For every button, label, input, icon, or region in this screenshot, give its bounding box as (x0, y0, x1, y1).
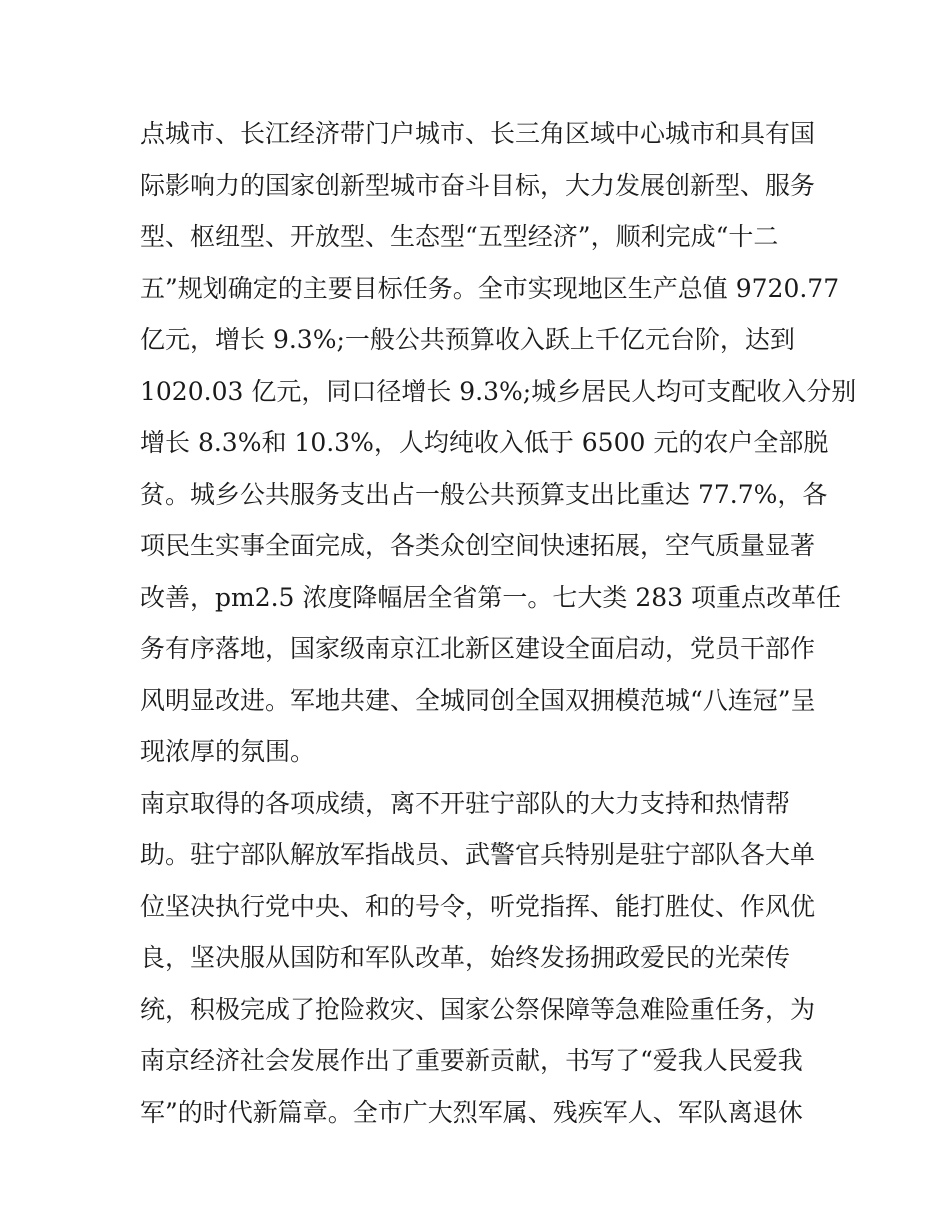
text-line: 务有序落地，国家级南京江北新区建设全面启动，党员干部作 (140, 634, 816, 663)
text-line: 良，坚决服从国防和军队改革，始终发扬拥政爱民的光荣传 (140, 943, 791, 972)
text-line: 1020.03 亿元，同口径增长 9.3%;城乡居民人均可支配收入分别 (140, 376, 857, 406)
text-line: 统，积极完成了抢险救灾、国家公祭保障等急难险重任务，为 (140, 994, 816, 1024)
text-line: 贫。城乡公共服务支出占一般公共预算支出比重达 77.7%，各 (140, 479, 828, 509)
paragraph-2 (140, 778, 820, 1139)
text-line: 点城市、长江经济带门户城市、长三角区域中心城市和具有国 (140, 119, 816, 148)
text-line: 军”的时代新篇章。全市广大烈军属、残疾军人、军队离退休 (140, 1097, 803, 1127)
document-body (140, 108, 857, 1138)
text-line: 位坚决执行党中央、和的号令，听党指挥、能打胜仗、作风优 (140, 891, 816, 921)
text-line: 型、枢纽型、开放型、生态型“五型经济”，顺利完成“十二 (140, 222, 779, 251)
text-line: 亿元，增长 9.3%;一般公共预算收入跃上千亿元台阶，达到 (140, 325, 795, 354)
text-line: 风明显改进。军地共建、全城同创全国双拥模范城“八连冠”呈 (140, 685, 816, 715)
text-line: 五”规划确定的主要目标任务。全市实现地区生产总值 9720.77 (140, 273, 840, 303)
text-line: 南京取得的各项成绩，离不开驻宁部队的大力支持和热情帮 (140, 788, 791, 818)
paragraph-1 (140, 108, 857, 778)
text-line: 现浓厚的氛围。 (140, 737, 316, 766)
text-line: 助。驻宁部队解放军指战员、武警官兵特别是驻宁部队各大单 (140, 840, 816, 869)
text-line: 南京经济社会发展作出了重要新贡献，书写了“爱我人民爱我 (140, 1046, 803, 1075)
text-line: 改善，pm2.5 浓度降幅居全省第一。七大类 283 项重点改革任 (140, 582, 842, 612)
text-line: 际影响力的国家创新型城市奋斗目标，大力发展创新型、服务 (140, 170, 816, 200)
text-line: 增长 8.3%和 10.3%，人均纯收入低于 6500 元的农户全部脱 (140, 428, 829, 457)
text-line: 项民生实事全面完成，各类众创空间快速拓展，空气质量显著 (140, 531, 816, 560)
